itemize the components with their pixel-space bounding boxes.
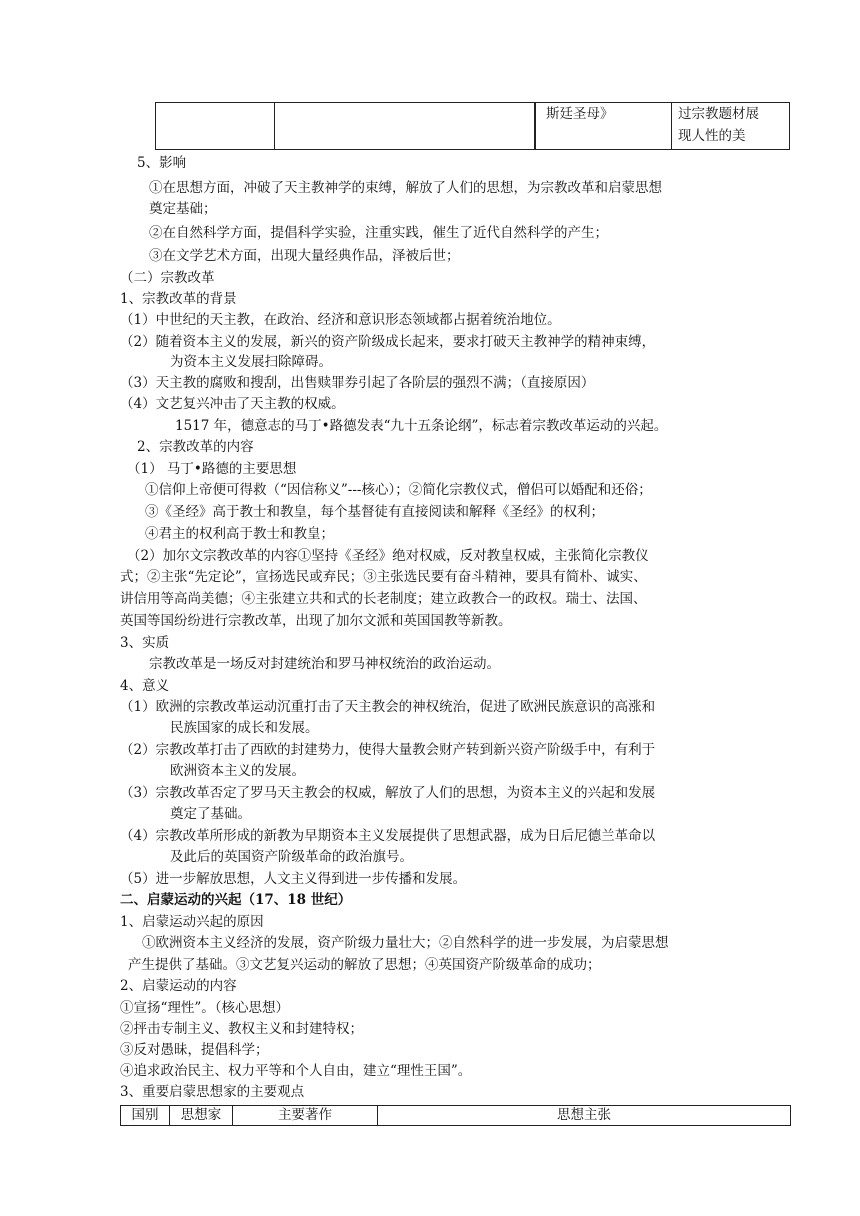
text-line: ①在思想方面，冲破了天主教神学的束缚，解放了人们的思想，为宗教改革和启蒙思想 [149, 180, 662, 196]
text-line: （4）宗教改革所形成的新教为早期资本主义发展提供了思想武器，成为日后尼德兰革命以 [120, 828, 656, 844]
table-cell [275, 103, 535, 150]
text-line: 为资本主义发展扫除障碍。 [170, 354, 332, 370]
text-line: （2）随着资本主义的发展，新兴的资产阶级成长起来，要求打破天主教神学的精神束缚， [120, 334, 656, 350]
text-line: （1） 马丁•路德的主要思想 [127, 461, 297, 477]
table-cell: 斯廷圣母》 [536, 103, 672, 150]
section-heading: 2、宗教改革的内容 [137, 439, 254, 455]
text-line: 及此后的英国资产阶级革命的政治旗号。 [170, 849, 413, 865]
text-line: （1）中世纪的天主教，在政治、经济和意识形态领域都占据着统治地位。 [120, 312, 561, 328]
column-header: 主要著作 [233, 1106, 378, 1126]
table-cell [156, 103, 275, 150]
text-line: 欧洲资本主义的发展。 [170, 763, 305, 779]
text-line: 1517 年，德意志的马丁•路德发表“九十五条论纲”，标志着宗教改革运动的兴起。 [175, 418, 668, 434]
text-line: ①信仰上帝便可得救（“因信称义”---核心）；②简化宗教仪式，僧侣可以婚配和还俗； [145, 482, 652, 498]
text-line: ④君主的权利高于教士和教皇； [145, 526, 334, 542]
text-line: ③反对愚昧，提倡科学； [120, 1042, 269, 1058]
text-line: 民族国家的成长和发展。 [170, 720, 319, 736]
text-line: ①宣扬“理性”。（核心思想） [120, 1000, 290, 1016]
section-heading: 1、启蒙运动兴起的原因 [120, 914, 264, 930]
text-line: （3）宗教改革否定了罗马天主教会的权威，解放了人们的思想，为资本主义的兴起和发展 [120, 785, 656, 801]
text-line: 奠定基础； [149, 201, 217, 217]
text-line: ②在自然科学方面，提倡科学实验，注重实践，催生了近代自然科学的产生； [149, 225, 608, 241]
text-line: （2）加尔文宗教改革的内容①坚持《圣经》绝对权威，反对教皇权威，主张简化宗教仪 [127, 548, 649, 564]
text-line: （5）进一步解放思想，人文主义得到进一步传播和发展。 [120, 871, 467, 887]
column-header: 思想主张 [378, 1106, 791, 1126]
table-cell: 过宗教题材展 现人性的美 [672, 103, 790, 150]
section-heading: 4、意义 [120, 678, 170, 694]
text-line: ①欧洲资本主义经济的发展，资产阶级力量壮大；②自然科学的进一步发展，为启蒙思想 [142, 935, 669, 951]
text-line: 宗教改革是一场反对封建统治和罗马神权统治的政治运动。 [149, 656, 500, 672]
text-line: 英国等国纷纷进行宗教改革，出现了加尔文派和英国国教等新教。 [120, 613, 512, 629]
section-heading: 3、实质 [120, 635, 170, 651]
text-line: （2）宗教改革打击了西欧的封建势力，使得大量教会财产转到新兴资产阶级手中，有利于 [120, 742, 656, 758]
text-line: ②抨击专制主义、教权主义和封建特权； [120, 1021, 363, 1037]
chapter-heading: 二、启蒙运动的兴起（17、18 世纪） [120, 892, 352, 908]
section-heading: 1、宗教改革的背景 [120, 291, 237, 307]
text-line: 产生提供了基础。③文艺复兴运动的解放了思想；④英国资产阶级革命的成功； [128, 957, 601, 973]
thinkers-table [120, 1105, 791, 1126]
table-row [156, 103, 790, 150]
text-line: 奠定了基础。 [170, 806, 251, 822]
text-line: 讲信用等高尚美德；④主张建立共和式的长老制度；建立政教合一的政权。瑞士、法国、 [120, 591, 647, 607]
text-line: （1）欧洲的宗教改革运动沉重打击了天主教会的神权统治，促进了欧洲民族意识的高涨和 [120, 699, 656, 715]
artwork-table [155, 102, 790, 150]
text-line: ③在文学艺术方面，出现大量经典作品，泽被后世； [149, 248, 460, 264]
text-line: （3）天主教的腐败和搜刮，出售赎罪券引起了各阶层的强烈不满；（直接原因） [120, 375, 595, 391]
text-line: 式；②主张“先定论”，宣扬选民或弃民；③主张选民要有奋斗精神，要具有简朴、诚实、 [120, 569, 647, 585]
column-header: 国别 [121, 1106, 170, 1126]
subsection-heading: （二）宗教改革 [120, 270, 215, 286]
table-header-row [121, 1106, 791, 1126]
section-heading: 3、重要启蒙思想家的主要观点 [120, 1084, 305, 1100]
text-line: ④追求政治民主、权力平等和个人自由，建立“理性王国”。 [120, 1063, 472, 1079]
section-heading: 2、启蒙运动的内容 [120, 978, 237, 994]
section-heading: 5、影响 [137, 155, 187, 171]
text-line: （4）文艺复兴冲击了天主教的权威。 [120, 396, 345, 412]
text-line: ③《圣经》高于教士和教皇，每个基督徒有直接阅读和解释《圣经》的权利； [145, 504, 604, 520]
column-header: 思想家 [170, 1106, 233, 1126]
